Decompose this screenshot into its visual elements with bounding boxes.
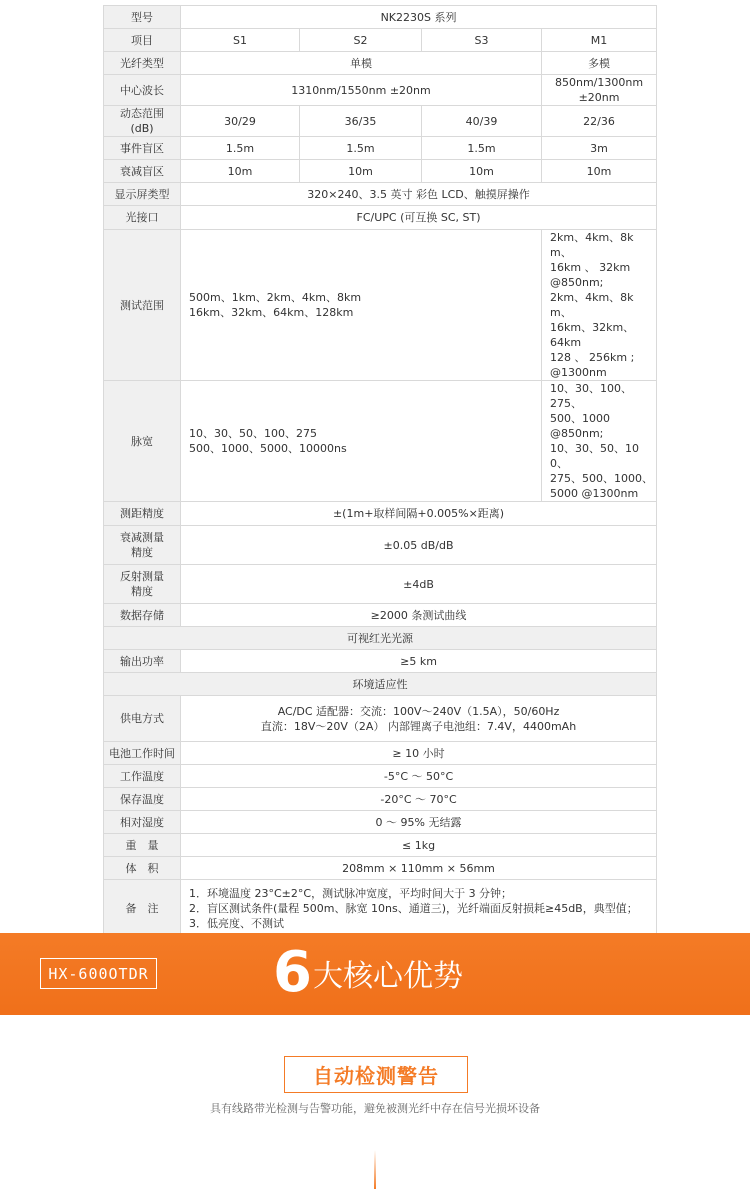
feature-subtitle: 具有线路带光检测与告警功能，避免被测光纤中存在信号光损坏设备 [210, 1102, 540, 1115]
st-temp-value: -20°C ～ 70°C [181, 788, 657, 811]
event-dead-m1: 3m [542, 137, 657, 160]
dynamic-range-s1: 30/29 [181, 106, 300, 137]
row-range [104, 230, 657, 381]
humidity-label: 相对湿度 [104, 811, 181, 834]
row-pulse [104, 381, 657, 502]
atten-acc-value: ±0.05 dB/dB [181, 526, 657, 565]
atten-acc-label: 衰减测量 精度 [104, 526, 181, 565]
fiber-single: 单模 [181, 52, 542, 75]
fiber-type-label: 光纤类型 [104, 52, 181, 75]
battery-value: ≥ 10 小时 [181, 742, 657, 765]
row-model [104, 6, 657, 29]
advantage-count: 6 [273, 940, 312, 1005]
row-atten-dead-zone [104, 160, 657, 183]
connector-label: 光接口 [104, 206, 181, 230]
model-label: 型号 [104, 6, 181, 29]
dist-acc-label: 测距精度 [104, 502, 181, 526]
dynamic-range-s3: 40/39 [422, 106, 542, 137]
event-dead-s1: 1.5m [181, 137, 300, 160]
row-wavelength [104, 75, 657, 106]
weight-label: 重 量 [104, 834, 181, 857]
atten-dead-s2: 10m [300, 160, 422, 183]
row-distance-accuracy [104, 502, 657, 526]
row-reflect-accuracy [104, 565, 657, 604]
spec-table [103, 5, 657, 938]
op-temp-value: -5°C ～ 50°C [181, 765, 657, 788]
advantages-banner [0, 933, 750, 1015]
dynamic-range-s2: 36/35 [300, 106, 422, 137]
vfl-section-title: 可视红光光源 [104, 627, 657, 650]
item-s2: S2 [300, 29, 422, 52]
notes-label: 备 注 [104, 880, 181, 938]
range-multi: 2km、4km、8km、 16km 、 32km @850nm; 2km、4km、8km、 16km、32km、 64km 128 、 256km ; @1300nm [542, 230, 657, 381]
model-value: NK2230S 系列 [181, 6, 657, 29]
event-dead-s2: 1.5m [300, 137, 422, 160]
event-dead-label: 事件盲区 [104, 137, 181, 160]
st-temp-label: 保存温度 [104, 788, 181, 811]
feature-title: 自动检测警告 [284, 1056, 468, 1093]
storage-label: 数据存储 [104, 604, 181, 627]
storage-value: ≥2000 条测试曲线 [181, 604, 657, 627]
battery-label: 电池工作时间 [104, 742, 181, 765]
row-event-dead-zone [104, 137, 657, 160]
row-vfl-section [104, 627, 657, 650]
volume-label: 体 积 [104, 857, 181, 880]
atten-dead-label: 衰减盲区 [104, 160, 181, 183]
humidity-value: 0 ～ 95% 无结露 [181, 811, 657, 834]
op-temp-label: 工作温度 [104, 765, 181, 788]
connector-value: FC/UPC (可互换 SC, ST) [181, 206, 657, 230]
fiber-multi: 多模 [542, 52, 657, 75]
display-label: 显示屏类型 [104, 183, 181, 206]
atten-dead-s1: 10m [181, 160, 300, 183]
dist-acc-value: ±(1m+取样间隔+0.005%×距离) [181, 502, 657, 526]
refl-acc-label: 反射测量 精度 [104, 565, 181, 604]
advantages-headline: 大核心优势 [313, 959, 463, 994]
row-env-section [104, 673, 657, 696]
env-section-title: 环境适应性 [104, 673, 657, 696]
range-label: 测试范围 [104, 230, 181, 381]
row-storage-temp [104, 788, 657, 811]
row-notes [104, 880, 657, 938]
row-storage [104, 604, 657, 627]
row-humidity [104, 811, 657, 834]
atten-dead-m1: 10m [542, 160, 657, 183]
item-label: 项目 [104, 29, 181, 52]
row-battery [104, 742, 657, 765]
display-value: 320×240、3.5 英寸 彩色 LCD、触摸屏操作 [181, 183, 657, 206]
wavelength-single: 1310nm/1550nm ±20nm [181, 75, 542, 106]
event-dead-s3: 1.5m [422, 137, 542, 160]
pulse-label: 脉宽 [104, 381, 181, 502]
wavelength-multi: 850nm/1300nm ±20nm [542, 75, 657, 106]
row-connector [104, 206, 657, 230]
power-label: 供电方式 [104, 696, 181, 742]
row-volume [104, 857, 657, 880]
row-output-power [104, 650, 657, 673]
pulse-single: 10、30、50、100、275 500、1000、5000、10000ns [181, 381, 542, 502]
model-name-badge: HX-600OTDR [40, 958, 157, 989]
output-value: ≥5 km [181, 650, 657, 673]
row-weight [104, 834, 657, 857]
item-m1: M1 [542, 29, 657, 52]
volume-value: 208mm × 110mm × 56mm [181, 857, 657, 880]
pulse-multi: 10、30、100、 275、 500、1000 @850nm; 10、30、50、100、 275、500、1000、 5000 @1300nm [542, 381, 657, 502]
row-op-temp [104, 765, 657, 788]
range-single: 500m、1km、2km、4km、8km 16km、32km、64km、128km [181, 230, 542, 381]
notes-value: 1．环境温度 23°C±2°C，测试脉冲宽度，平均时间大于 3 分钟； 2．盲区测试条件(量程 500m、脉宽 10ns、通道三)，光纤端面反射损耗≥45dB，典型值； 3．低亮度、不测试 [181, 880, 657, 938]
dynamic-range-m1: 22/36 [542, 106, 657, 137]
power-value: AC/DC 适配器：交流：100V～240V（1.5A），50/60Hz 直流：18V～20V（2A） 内部锂离子电池组：7.4V，4400mAh [181, 696, 657, 742]
output-label: 输出功率 [104, 650, 181, 673]
row-fiber-type [104, 52, 657, 75]
item-s1: S1 [181, 29, 300, 52]
row-atten-accuracy [104, 526, 657, 565]
row-power [104, 696, 657, 742]
atten-dead-s3: 10m [422, 160, 542, 183]
wavelength-label: 中心波长 [104, 75, 181, 106]
weight-value: ≤ 1kg [181, 834, 657, 857]
row-display [104, 183, 657, 206]
section-divider [374, 1150, 376, 1189]
dynamic-range-label: 动态范围 (dB) [104, 106, 181, 137]
refl-acc-value: ±4dB [181, 565, 657, 604]
item-s3: S3 [422, 29, 542, 52]
row-dynamic-range [104, 106, 657, 137]
row-items [104, 29, 657, 52]
